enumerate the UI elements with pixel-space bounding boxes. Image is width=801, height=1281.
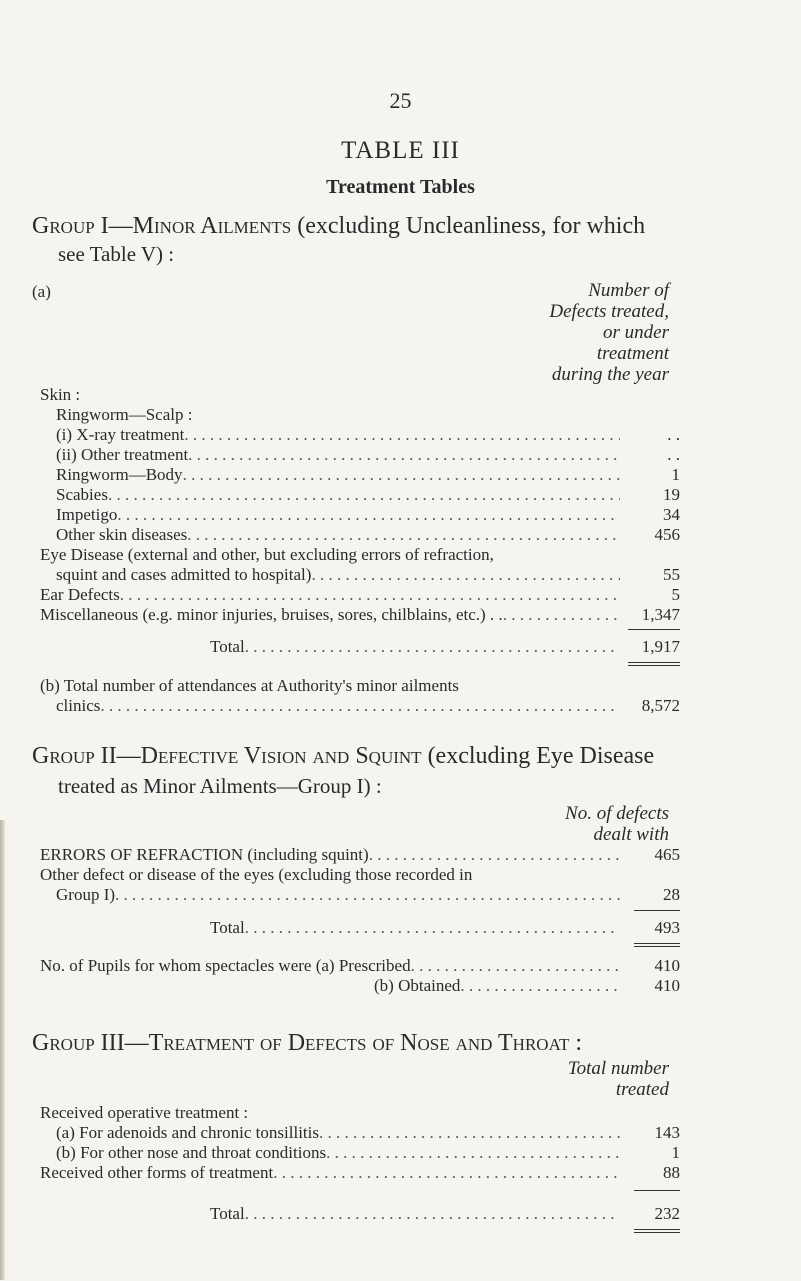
page-number: 25 [389, 88, 412, 113]
table-row: (i) X-ray treatment . . . . . [56, 425, 680, 445]
table-row: Scabies . . . 19 [56, 485, 680, 505]
group2-column-header: No. of defects dealt with [565, 803, 669, 845]
group1-column-header: Number of Defects treated, or under treatment during the year [549, 280, 669, 385]
table-title: TABLE III [341, 137, 460, 164]
rule [634, 946, 680, 947]
received-operative-label: Received operative treatment : [40, 1103, 249, 1122]
group3-column-header: Total number treated [567, 1058, 669, 1100]
table-row: Miscellaneous (e.g. minor injuries, bruises, sores, chilblains, etc.) . . . . . 1,347 [40, 605, 680, 625]
table-row: (b) For other nose and throat conditions . . . 1 [56, 1143, 680, 1163]
table-row: Impetigo . . . 34 [56, 505, 680, 525]
rule [628, 665, 680, 666]
table-subtitle: Treatment Tables [326, 176, 475, 198]
spectacles-obtained-row: (b) Obtained . . . 410 [374, 976, 680, 996]
table-row: (ii) Other treatment . . . . . [56, 445, 680, 465]
group2-total-row: Total . . . 493 [210, 918, 680, 938]
table-row: squint and cases admitted to hospital) . . . 55 [56, 565, 680, 585]
group1-heading-line2: see Table V) : [58, 242, 175, 266]
table-row: Other defect or disease of the eyes (excluding those recorded in [40, 865, 473, 884]
table-row: Ear Defects . . . 5 [40, 585, 680, 605]
group2-heading: Group II—Defective Vision and Squint (excluding Eye Disease [32, 743, 655, 769]
group1-total-row: Total . . . 1,917 [210, 637, 680, 657]
spectacles-prescribed-row: No. of Pupils for whom spectacles were (a) Prescribed . . . 410 [40, 956, 680, 976]
page-edge-shadow [0, 820, 5, 1280]
table-row: Received other forms of treatment . . . 88 [40, 1163, 680, 1183]
group3-total-row: Total . . . 232 [210, 1204, 680, 1224]
rule [634, 1229, 680, 1230]
table-row: Eye Disease (external and other, but excluding errors of refraction, [40, 545, 494, 564]
table-row: Other skin diseases . . . 456 [56, 525, 680, 545]
group1-heading: Group I—Minor Ailments (excluding Uncleanliness, for which [32, 213, 646, 239]
group1-part-b-row: clinics . . . 8,572 [56, 696, 680, 716]
rule [634, 910, 680, 911]
table-row: Ringworm—Body . . . 1 [56, 465, 680, 485]
rule [634, 1232, 680, 1233]
rule [628, 662, 680, 663]
group3-heading: Group III—Treatment of Defects of Nose and Throat : [32, 1030, 583, 1056]
skin-label: Skin : [40, 385, 81, 404]
group1-part-a: (a) [32, 282, 51, 301]
rule [634, 943, 680, 944]
table-row: Ringworm—Scalp : [56, 405, 193, 424]
group1-part-b-line1: (b) Total number of attendances at Authority's minor ailments [40, 676, 459, 695]
table-row: (a) For adenoids and chronic tonsillitis . . . 143 [56, 1123, 680, 1143]
rule [634, 1190, 680, 1191]
table-row: Group I) . . . 28 [56, 885, 680, 905]
rule [628, 629, 680, 630]
table-row: ERRORS OF REFRACTION (including squint) . . . 465 [40, 845, 680, 865]
group2-heading-line2: treated as Minor Ailments—Group I) : [58, 774, 382, 798]
